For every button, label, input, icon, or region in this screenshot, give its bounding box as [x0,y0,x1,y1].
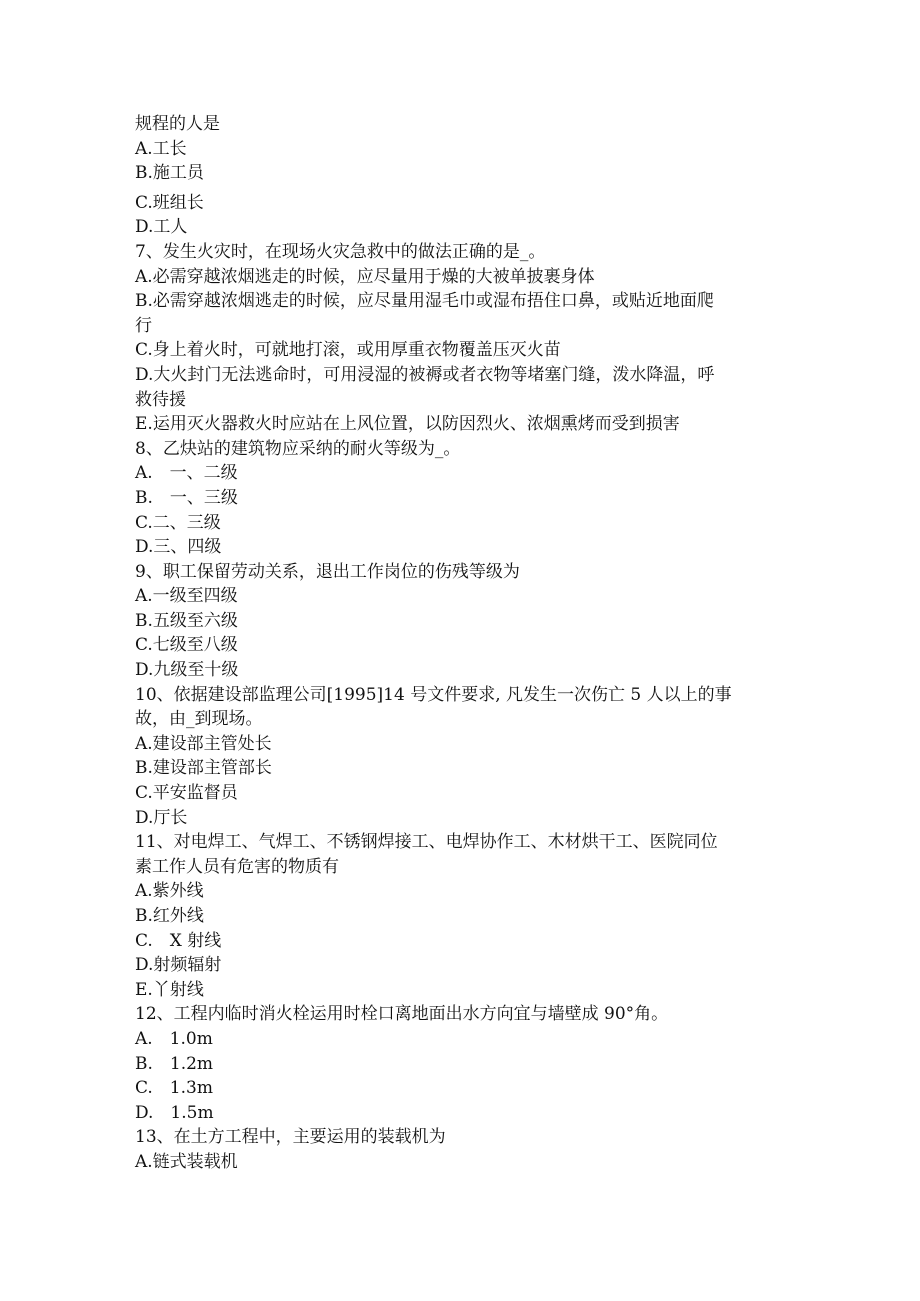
q9-option-b: B.五级至六级 [135,610,238,631]
q12-option-b: B. 1.2m [135,1053,214,1074]
q7-option-e: E.运用灭火器救火时应站在上风位置，以防因烈火、浓烟熏烤而受到损害 [135,414,680,435]
q12-option-d: D. 1.5m [135,1102,214,1123]
q8-option-b: B. 一、三级 [135,487,238,508]
question-11-stem-continuation: 素工作人员有危害的物质有 [135,856,339,877]
q10-option-d: D.厅长 [135,807,188,828]
q6-option-c: C.班组长 [135,192,204,213]
question-11-stem: 11、对电焊工、气焊工、不锈钢焊接工、电焊协作工、木材烘干工、医院同位 [135,832,718,853]
question-8-stem: 8、乙炔站的建筑物应采纳的耐火等级为_。 [135,438,461,459]
question-10-stem-continuation: 故，由_到现场。 [135,709,263,730]
q6-option-a: A.工长 [135,138,187,159]
q7-option-c: C.身上着火时，可就地打滚，或用厚重衣物覆盖压灭火苗 [135,340,561,361]
q7-option-b-continuation: 行 [135,315,152,336]
q11-option-e: E.丫射线 [135,979,204,1000]
question-9-stem: 9、职工保留劳动关系，退出工作岗位的伤残等级为 [135,561,520,582]
question-6-stem-continuation: 规程的人是 [135,114,220,134]
q10-option-a: A.建设部主管处长 [135,733,272,754]
question-10-stem: 10、依据建设部监理公司[1995]14 号文件要求, 凡发生一次伤亡 5 人以上的事 [135,684,732,705]
q12-option-a: A. 1.0m [135,1028,213,1049]
q7-option-d: D.大火封门无法逃命时，可用浸湿的被褥或者衣物等堵塞门缝，泼水降温，呼 [135,364,715,385]
q7-option-d-continuation: 救待援 [135,389,186,410]
q7-option-b: B.必需穿越浓烟逃走的时候，应尽量用湿毛巾或湿布捂住口鼻，或贴近地面爬 [135,291,714,312]
q11-option-a: A.紫外线 [135,881,204,902]
document-body [135,112,775,1175]
q12-option-c: C. 1.3m [135,1078,213,1099]
q8-option-c: C.二、三级 [135,512,221,533]
q11-option-d: D.射频辐射 [135,955,222,976]
q10-option-c: C.平安监督员 [135,783,238,804]
question-13-stem: 13、在土方工程中，主要运用的装载机为 [135,1127,446,1148]
q6-option-d: D.工人 [135,217,188,238]
q9-option-a: A.一级至四级 [135,586,238,607]
q9-option-d: D.九级至十级 [135,660,239,681]
q7-option-a: A.必需穿越浓烟逃走的时候，应尽量用于燥的大被单披裹身体 [135,266,595,287]
q9-option-c: C.七级至八级 [135,635,238,656]
q11-option-c: C. X 射线 [135,930,222,951]
q6-option-b: B.施工员 [135,163,204,184]
question-12-stem: 12、工程内临时消火栓运用时栓口离地面出水方向宜与墙壁成 90°角。 [135,1004,669,1025]
q10-option-b: B.建设部主管部长 [135,758,272,779]
q8-option-d: D.三、四级 [135,537,222,558]
q13-option-a: A.链式装载机 [135,1151,238,1172]
question-7-stem: 7、发生火灾时，在现场火灾急救中的做法正确的是_。 [135,241,546,262]
q8-option-a: A. 一、二级 [135,463,238,484]
q11-option-b: B.红外线 [135,906,204,926]
